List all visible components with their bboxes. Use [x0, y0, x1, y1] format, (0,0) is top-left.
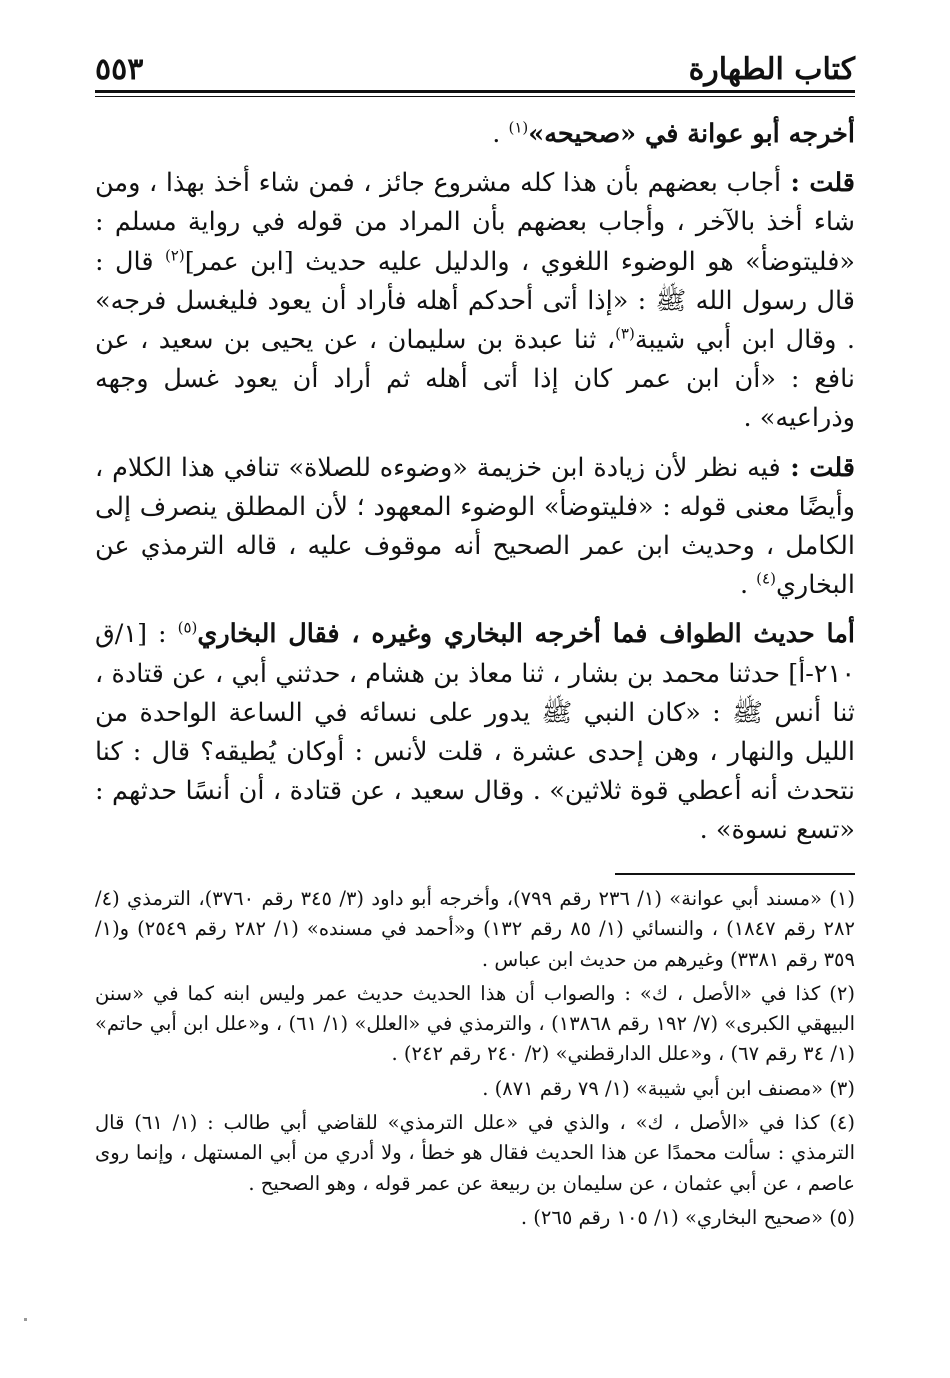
chapter-title: كتاب الطهارة	[688, 52, 855, 87]
page-number: ٥٥٣	[95, 52, 144, 87]
p2-text-2: قال : قال رسول الله ﷺ : «إذا أتى أحدكم أهله فأراد أن يعود فليغسل فرجه» . وقال ابن أبي شيبة	[95, 246, 855, 356]
footnote-5: (٥) «صحيح البخاري» (١/ ١٠٥ رقم ٢٦٥) .	[520, 1205, 855, 1229]
footnote-2: (٢) كذا في «الأصل ، ك» : والصواب أن هذا الحديث حديث عمر وليس ابنه كما في «سنن البيهقي الكبرى» (٧/ ١٩٢ رقم ١٣٨٦٨) ، والترمذي في «العلل» (١/ ٦١) ، و«علل ابن أبي حاتم» (١/ ٣٤ رقم ٦٧) ، و«علل الدارقطني» (٢/ ٢٤٠ رقم ٢٤٢) .	[95, 981, 855, 1066]
header-rule-thin	[95, 96, 855, 97]
footnote-ref-1[interactable]: (١)	[508, 118, 529, 137]
paragraph-3	[95, 449, 855, 606]
footnote-3: (٣) «مصنف ابن أبي شيبة» (١/ ٧٩ رقم ٨٧١) .	[482, 1076, 855, 1100]
manuscript-marker: : [١/ق ٢١٠-أ]	[95, 619, 856, 689]
p2-text-3: ، ثنا عبدة بن سليمان ، عن يحيى بن سعيد ، عن نافع : «أن ابن عمر كان إذا أتى أهله ثم أراد أن يعود غسل وجهه وذراعيه» .	[95, 325, 855, 434]
p4-text: حدثنا محمد بن بشار ، ثنا معاذ بن هشام ، حدثني أبي ، عن قتادة ، ثنا أنس ﷺ : «كان النبي ﷺ يدور على نسائه في الساعة الواحدة من الليل والنهار ، وهن إحدى عشرة ، قلت لأنس : أوكان يُطيقه؟ قال : كنا نتحدث أنه أعطي قوة ثلاثين» . وقال سعيد ، عن قتادة ، أن أنسًا حدثهم : «تسع نسوة» .	[95, 658, 855, 846]
p3-tail: .	[739, 570, 757, 601]
footnote-ref-2[interactable]: (٢)	[164, 246, 185, 265]
page-header	[95, 46, 855, 94]
paragraph-2	[95, 164, 855, 438]
footnotes	[95, 884, 855, 1237]
p1-tail: .	[492, 119, 509, 149]
footnote-ref-4[interactable]: (٤)	[756, 569, 776, 588]
main-text	[95, 115, 855, 861]
paragraph-1	[95, 115, 855, 154]
scan-speck	[24, 1318, 27, 1321]
footnote-1: (١) «مسند أبي عوانة» (١/ ٢٣٦ رقم ٧٩٩)، وأخرجه أبو داود (٣/ ٣٤٥ رقم ٣٧٦٠)، الترمذي (٤/ ٢٨٢ رقم ١٨٤٧) ، والنسائي (١/ ٨٥ رقم ١٣٢) و«أحمد في مسنده» (١/ ٢٨٢ رقم ٢٥٤٩) و(١/ ٣٥٩ رقم ٣٣٨١) وغيرهم من حديث ابن عباس .	[95, 887, 855, 971]
footnote-4: (٤) كذا في «الأصل ، ك» ، والذي في «علل الترمذي» للقاضي أبي طالب : (١/ ٦١) قال الترمذي : سألت محمدًا عن هذا الحديث فقال هو خطأ ، ولا أدري من أبي المستهل ، وإنما روى عاصم ، عن أبي عثمان ، عن سليمان بن ربيعة عن عمر قوله ، وهو الصحيح .	[95, 1111, 855, 1195]
p2-lead: قلت :	[781, 168, 855, 199]
paragraph-4	[95, 615, 855, 850]
p3-text: فيه نظر لأن زيادة ابن خزيمة «وضوءه للصلاة» تنافي هذا الكلام ، وأيضًا معنى قوله : «فليتوضأ» الوضوء المعهود ؛ لأن المطلق ينصرف إلى الكامل ، وحديث ابن عمر الصحيح أنه موقوف عليه ، قاله الترمذي عن البخاري	[95, 452, 855, 601]
footnote-separator	[615, 873, 855, 875]
p3-lead: قلت :	[780, 452, 855, 483]
header-rule-thick	[95, 90, 855, 93]
p2-text-1: أجاب بعضهم بأن هذا كله مشروع جائز ، فمن شاء أخذ بهذا ، ومن شاء أخذ بالآخر ، وأجاب بعضهم بأن المراد من قوله في رواية مسلم : «فليتوضأ» هو الوضوء اللغوي ، والدليل عليه حديث [ابن عمر]	[95, 168, 855, 277]
footnote-ref-5[interactable]: (٥)	[177, 618, 198, 637]
p4-lead: أما حديث الطواف فما أخرجه البخاري وغيره ، فقال البخاري	[197, 619, 855, 650]
footnote-ref-3[interactable]: (٣)	[615, 324, 635, 343]
p1-text: أخرجه أبو عوانة في «صحيحه»	[528, 119, 855, 149]
